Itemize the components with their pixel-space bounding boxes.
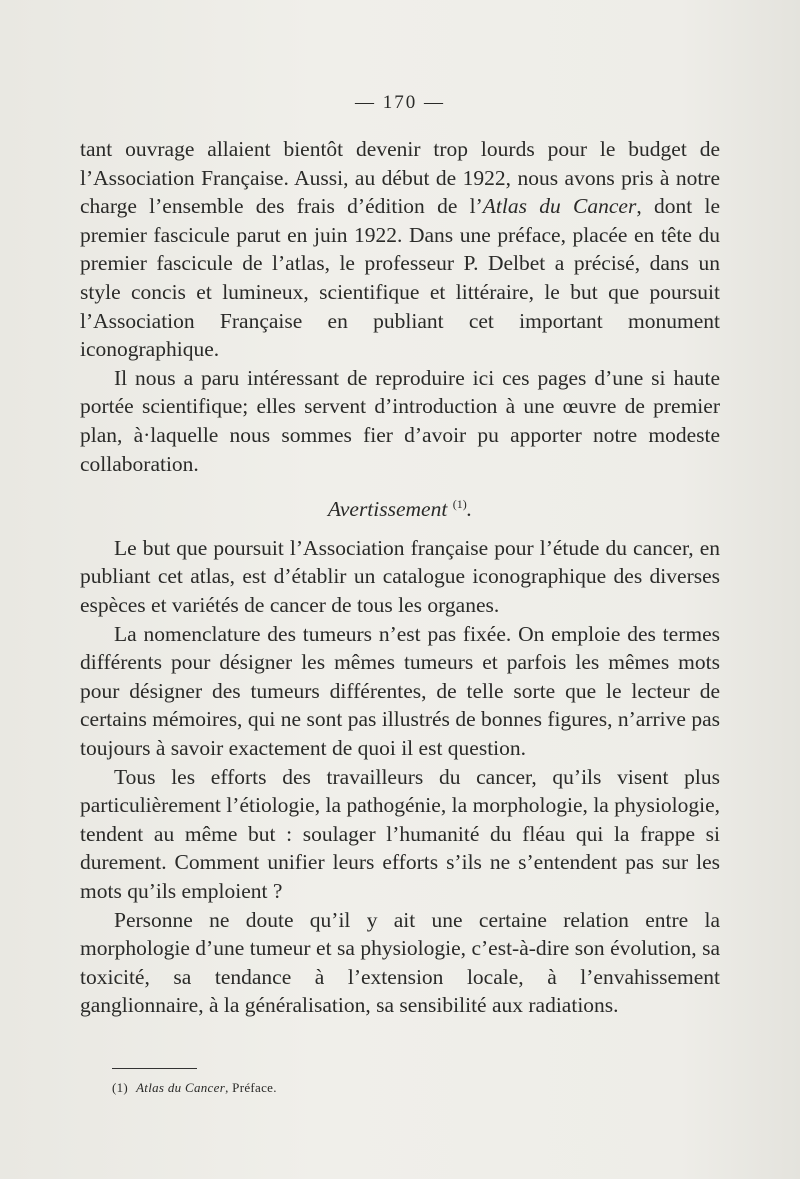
page-number: — 170 —	[355, 92, 445, 113]
intro-paragraph-2: Il nous a paru intéressant de reproduire ici ces pages d’une si haute portée scientifique; elles servent d’introduction à une œuvre de premier plan, à·laquelle nous sommes fier d’avoir pu apporter notre modeste collaboration.	[80, 365, 720, 476]
atlas-title: Atlas du Cancer	[482, 194, 637, 219]
intro-paragraph-1-start: tant ouvrage allaient bientôt devenir trop lourds pour le budget de l’Association Française. Aussi, au début de 1922, nous avons pris à notre charge l’ensemble des frais d’édition de l’	[80, 137, 720, 219]
paragraph-3: Tous les efforts des travailleurs du cancer, qu’ils visent plus particulièrement l’étiologie, la pathogénie, la morphologie, la physiologie, tendent au même but : soulager l’humanité du fléau qui la frappe si durement. Comment unifier leurs efforts s’ils ne s’entendent pas sur les mots qu’ils emploient ?	[80, 764, 720, 903]
intro-paragraph-1-end: , dont le premier fascicule parut en juin 1922. Dans une préface, placée en tête du premier fascicule de l’atlas, le professeur P. Delbet a précisé, dans un style concis et lumineux, scientifique et littéraire, le but que poursuit l’Association Française en publiant cet important monument iconographique.	[80, 194, 720, 362]
footnote-divider	[112, 1068, 197, 1069]
footnote-number: (1)	[112, 1080, 129, 1095]
footnote-title: Atlas du Cancer	[136, 1080, 226, 1095]
footnote-rest: , Préface.	[225, 1080, 277, 1095]
paragraph-2: La nomenclature des tumeurs n’est pas fixée. On emploie des termes différents pour désigner les mêmes tumeurs et parfois les mêmes mots pour désigner des tumeurs différentes, de telle sorte que le lecteur de certains mémoires, qui ne sont pas illustrés de bonnes figures, n’arrive pas toujours à savoir exactement de quoi il est question.	[80, 621, 720, 761]
intro-paragraph-1	[80, 135, 720, 364]
footnote	[112, 1080, 277, 1096]
section-heading	[80, 490, 720, 524]
section-heading-period: .	[466, 497, 473, 522]
paragraph-4: Personne ne doute qu’il y ait une certaine relation entre la morphologie d’une tumeur et sa physiologie, c’est-à-dire son évolution, sa toxicité, sa tendance à l’extension locale, à l’envahissement ganglionnaire, à la généralisation, sa sensibilité aux radiations.	[80, 907, 720, 1018]
footnote-reference: (1)	[452, 497, 467, 512]
body-text	[80, 135, 720, 1020]
section-heading-title: Avertissement	[327, 497, 448, 522]
paragraph-1: Le but que poursuit l’Association française pour l’étude du cancer, en publiant cet atlas, est d’établir un catalogue iconographique des diverses espèces et variétés de cancer de tous les organes.	[80, 535, 720, 618]
